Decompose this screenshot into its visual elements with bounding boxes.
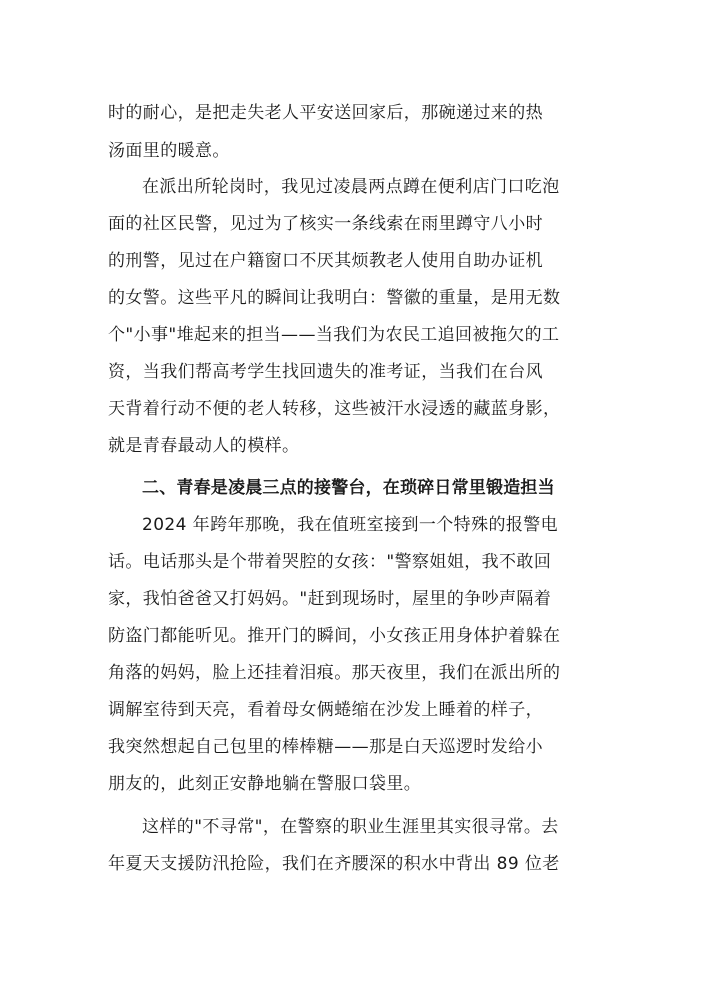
paragraph-first-line: 这样的"不寻常"，在警察的职业生涯里其实很寻常。去 (142, 817, 559, 837)
body-line: 调解室待到天亮，看着母女俩蜷缩在沙发上睡着的样子， (108, 700, 543, 720)
body-line: 的刑警，见过在户籍窗口不厌其烦教老人使用自助办证机 (108, 251, 543, 271)
body-line: 个"小事"堆起来的担当——当我们为农民工追回被拖欠的工 (108, 325, 560, 345)
body-line: 汤面里的暖意。 (108, 141, 230, 161)
body-line: 话。电话那头是个带着哭腔的女孩："警察姐姐，我不敢回 (108, 552, 552, 572)
paragraph-first-line: 2024 年跨年那晚，我在值班室接到一个特殊的报警电 (142, 515, 559, 535)
body-line: 资，当我们帮高考学生找回遗失的准考证，当我们在台风 (108, 362, 543, 382)
body-line: 角落的妈妈，脸上还挂着泪痕。那天夜里，我们在派出所的 (108, 663, 561, 683)
section-heading: 二、青春是凌晨三点的接警台，在琐碎日常里锻造担当 (142, 478, 555, 498)
paragraph-first-line: 在派出所轮岗时，我见过凌晨两点蹲在便利店门口吃泡 (142, 177, 560, 197)
body-line: 就是青春最动人的模样。 (108, 436, 300, 456)
body-line: 防盗门都能听见。推开门的瞬间，小女孩正用身体护着躲在 (108, 626, 561, 646)
body-line: 家，我怕爸爸又打妈妈。"赶到现场时，屋里的争吵声隔着 (108, 589, 552, 609)
body-line: 时的耐心，是把走失老人平安送回家后，那碗递过来的热 (108, 103, 543, 123)
body-line: 朋友的，此刻正安静地躺在警服口袋里。 (108, 774, 422, 794)
body-line: 我突然想起自己包里的棒棒糖——那是白天巡逻时发给小 (108, 737, 543, 757)
body-line: 天背着行动不便的老人转移，这些被汗水浸透的藏蓝身影， (108, 399, 561, 419)
body-line: 的女警。这些平凡的瞬间让我明白：警徽的重量，是用无数 (108, 288, 561, 308)
body-line: 面的社区民警，见过为了核实一条线索在雨里蹲守八小时 (108, 214, 543, 234)
body-line: 年夏天支援防汛抢险，我们在齐腰深的积水中背出 89 位老 (108, 854, 560, 874)
